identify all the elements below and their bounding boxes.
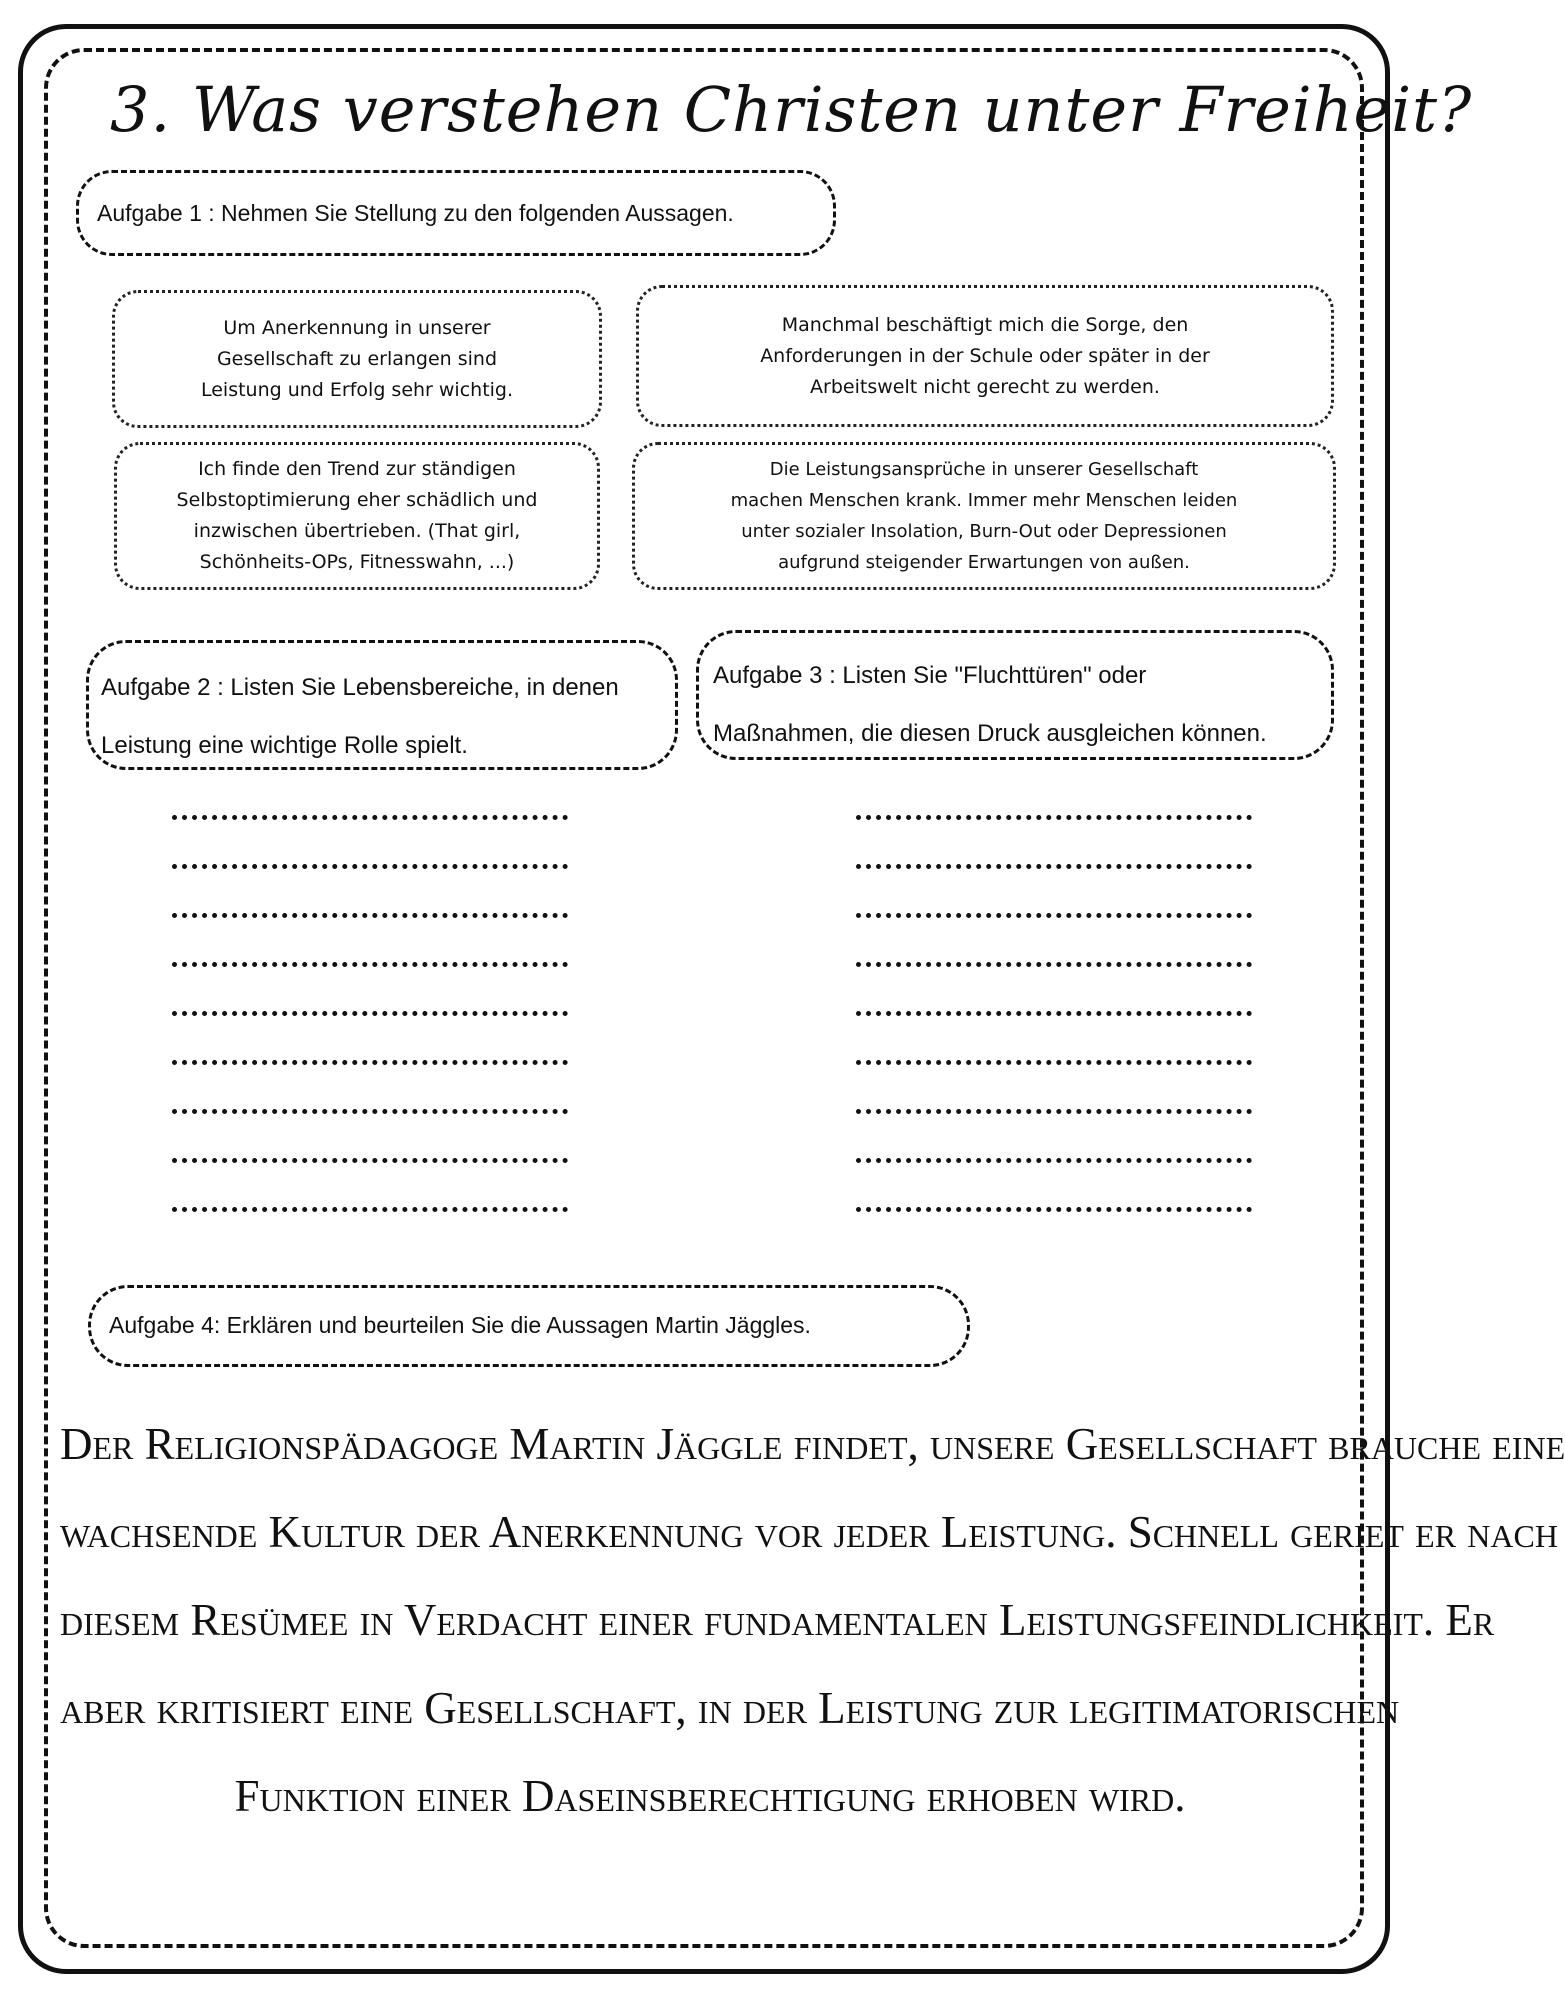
task-2-line: Aufgabe 2 : Listen Sie Lebensbereiche, in denen	[101, 674, 619, 701]
quote-line: Der Religionspädagoge Martin Jäggle findet, unsere Gesellschaft brauche eine	[60, 1419, 1565, 1469]
task-4-box	[88, 1285, 970, 1367]
statement-1-line: Leistung und Erfolg sehr wichtig.	[200, 378, 514, 401]
statement-box-1	[112, 290, 602, 428]
answer-line-right[interactable]	[856, 815, 1252, 820]
statement-4-line: unter sozialer Insolation, Burn-Out oder Depressionen	[741, 521, 1227, 542]
statement-1-line: Um Anerkennung in unserer	[223, 316, 491, 339]
statement-3-line: Selbstoptimierung eher schädlich und	[176, 489, 538, 511]
statement-3-line: Ich finde den Trend zur ständigen	[198, 458, 516, 480]
jaeggle-quote	[60, 1400, 1565, 1840]
statement-2-line: Arbeitswelt nicht gerecht zu werden.	[810, 375, 1160, 398]
answer-line-left[interactable]	[172, 1109, 568, 1114]
quote-line: aber kritisiert eine Gesellschaft, in der Leistung zur legitimatorischen	[60, 1683, 1400, 1733]
answer-line-right[interactable]	[856, 913, 1252, 918]
task-4-label: Aufgabe 4: Erklären und beurteilen Sie die Aussagen Martin Jäggles.	[109, 1312, 811, 1338]
answer-line-right[interactable]	[856, 864, 1252, 869]
answer-line-right[interactable]	[856, 1109, 1252, 1114]
answer-line-left[interactable]	[172, 1158, 568, 1163]
answer-line-right[interactable]	[856, 1011, 1252, 1016]
quote-line: wachsende Kultur der Anerkennung vor jeder Leistung. Schnell geriet er nach	[60, 1507, 1558, 1557]
task-3-line: Maßnahmen, die diesen Druck ausgleichen können.	[713, 720, 1267, 747]
statement-box-4	[632, 442, 1336, 590]
statement-box-2	[636, 285, 1334, 427]
statement-4-line: machen Menschen krank. Immer mehr Menschen leiden	[730, 490, 1238, 511]
answer-line-right[interactable]	[856, 962, 1252, 967]
statement-2-line: Manchmal beschäftigt mich die Sorge, den	[781, 313, 1189, 336]
statement-3-line: Schönheits-OPs, Fitnesswahn, ...)	[199, 551, 515, 573]
statement-1-line: Gesellschaft zu erlangen sind	[216, 347, 498, 370]
task-3-box	[696, 630, 1334, 760]
statement-3-line: inzwischen übertrieben. (That girl,	[193, 520, 521, 542]
answer-line-left[interactable]	[172, 962, 568, 967]
answer-line-right[interactable]	[856, 1207, 1252, 1212]
statement-2-line: Anforderungen in der Schule oder später in der	[760, 344, 1210, 367]
answer-line-left[interactable]	[172, 1060, 568, 1065]
task-2-box	[86, 640, 678, 770]
answer-line-right[interactable]	[856, 1060, 1252, 1065]
answer-line-left[interactable]	[172, 1207, 568, 1212]
answer-line-right[interactable]	[856, 1158, 1252, 1163]
worksheet-title: 3. Was verstehen Christen unter Freiheit?	[110, 73, 1473, 146]
task-2-line: Leistung eine wichtige Rolle spielt.	[101, 732, 468, 759]
statement-4-line: Die Leistungsansprüche in unserer Gesellschaft	[769, 459, 1199, 480]
answer-line-left[interactable]	[172, 913, 568, 918]
answer-line-left[interactable]	[172, 815, 568, 820]
quote-line: Funktion einer Daseinsberechtigung erhoben wird.	[234, 1771, 1186, 1821]
statement-4-line: aufgrund steigender Erwartungen von außen.	[778, 552, 1190, 573]
task-1-label: Aufgabe 1 : Nehmen Sie Stellung zu den folgenden Aussagen.	[97, 200, 734, 226]
task-1-box	[76, 170, 836, 256]
answer-line-left[interactable]	[172, 864, 568, 869]
answer-line-left[interactable]	[172, 1011, 568, 1016]
statement-box-3	[114, 442, 600, 590]
quote-line: diesem Resümee in Verdacht einer fundamentalen Leistungsfeindlichkeit. Er	[60, 1595, 1495, 1645]
task-3-line: Aufgabe 3 : Listen Sie "Fluchttüren" oder	[713, 662, 1147, 689]
